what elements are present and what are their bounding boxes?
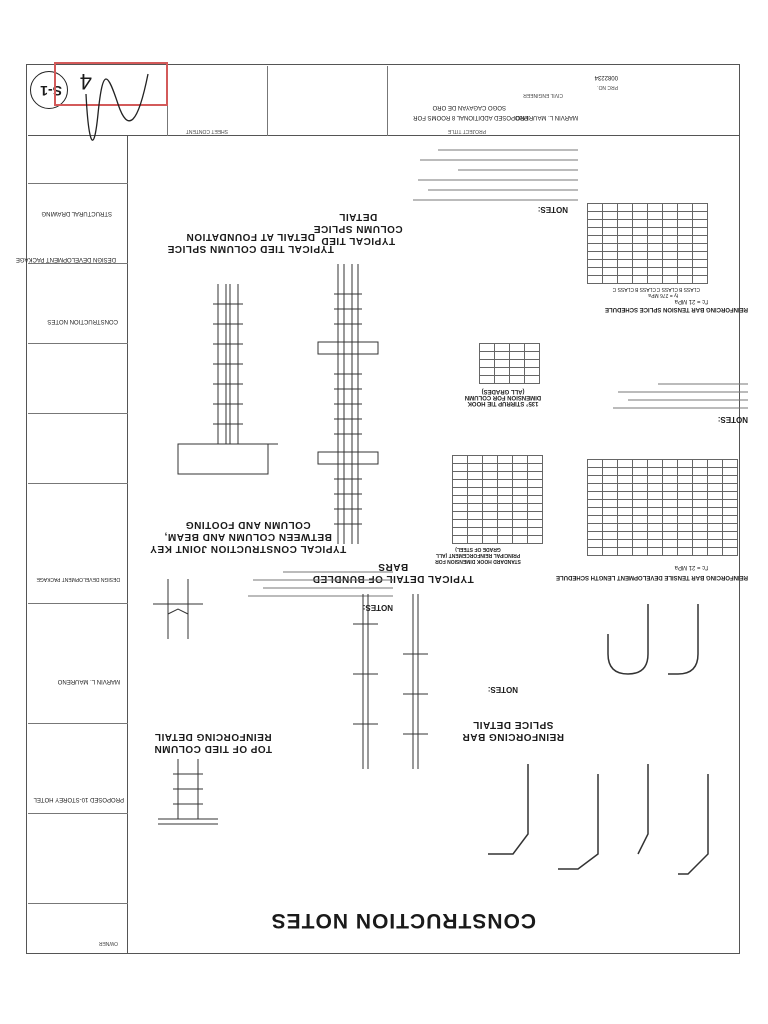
engineer-label: CIVIL ENGINEER [523,92,563,98]
strip-divider [387,66,388,136]
engineer-name-strip: MARVIN L. MAURENO [515,114,578,120]
tb-divider [28,813,128,814]
detail-joint-key-title: TYPICAL CONSTRUCTION JOINT KEY BETWEEN COLUMN AND BEAM, COLUMN AND FOOTING [149,519,347,554]
tb-divider [28,483,128,484]
class-header: CLASS C [656,286,678,292]
notes-lines [408,134,578,204]
tension-fy: fy = 276 MPa [648,292,678,298]
standard-hook-drawing [588,594,708,684]
bundled-bars-drawing [338,584,438,774]
tension-fc: f'c = 21 MPa [674,298,708,304]
strip-divider [267,66,268,136]
drawing-type: STRUCTURAL DRAWING [41,210,112,216]
detail-bundled-bars-title: TYPICAL DETAIL OF BUNDLED BARS [312,561,474,584]
package-name: DESIGN DEVELOPMENT PACKAGE [15,256,116,262]
engineer-name: MARVIN L. MAURENO [57,678,120,684]
tb-divider [28,343,128,344]
foundation-splice-drawing [168,264,288,484]
class-header: CLASS B [678,286,700,292]
sheet-content-label: SHEET CONTENT [185,128,228,134]
notes-heading: NOTES: [537,205,568,214]
detail-top-column-title: TOP OF TIED COLUMN REINFORCING DETAIL [153,731,273,754]
stirrup-hook-table [479,343,540,384]
project-label: PROJECT TITLE [447,128,486,134]
package-label: DESIGN DEVELOPMENT PACKAGE [36,576,120,582]
standard-hook-title: STANDARD HOOK DIMENSION FOR PRINCIPAL REINFORCEMENT (ALL GRADE OF STEEL) [435,546,521,564]
sheet-tag: 4 [79,69,92,94]
standard-hook-table [452,455,543,544]
notes-heading-3: NOTES: [362,603,393,612]
notes-heading-4: NOTES: [487,685,518,694]
top-column-drawing [148,754,228,844]
class-header: CLASS B [634,286,656,292]
project-subtitle: SOGO CAGAYAN DE ORO [432,104,506,110]
sheet-content: CONSTRUCTION NOTES [47,318,118,324]
detail-foundation-splice-title: TYPICAL TIED COLUMN SPLICE DETAIL AT FOUNDATION [167,231,334,254]
detail-column-splice-title: TYPICAL TIED COLUMN SPLICE DETAIL [313,211,403,246]
joint-key-drawing [148,574,208,644]
tb-divider [28,413,128,414]
notes-heading-2: NOTES: [717,415,748,424]
development-fc: f'c = 21 MPa [674,564,708,570]
development-length-title: REINFORCING BAR TENSILE DEVELOPMENT LENGTH SCHEDULE [555,574,748,580]
bar-splice-drawing [468,724,728,894]
tension-splice-title: REINFORCING BAR TENSION SPLICE SCHEDULE [604,306,748,312]
prc-label: PRC NO. [597,84,618,90]
prc-number: 0082234 [594,74,618,80]
tb-divider [28,263,128,264]
tb-divider [28,603,128,604]
class-header: CLASS C [612,286,634,292]
signature [78,54,158,144]
project-name: PROPOSED ADDITIONAL 8 ROOMS FOR [413,114,528,120]
tb-divider [28,723,128,724]
detail-bar-splice-title: REINFORCING BAR SPLICE DETAIL [462,719,564,742]
tb-divider [28,183,128,184]
development-length-table [587,459,738,556]
tension-splice-table [587,203,708,284]
main-title: CONSTRUCTION NOTES [270,909,536,932]
notes-lines-2 [608,372,748,412]
column-splice-drawing [298,254,398,554]
owner-name: PROPOSED 10-STOREY HOTEL [33,796,124,802]
sheet-number: S-1 [40,83,62,99]
tb-divider [28,903,128,904]
stirrup-hook-title: 135° STIRRUP TIE HOOK DIMENSION FOR COLUMN (ALL GRADES) [464,388,542,406]
owner-label: OWNER [98,940,118,946]
